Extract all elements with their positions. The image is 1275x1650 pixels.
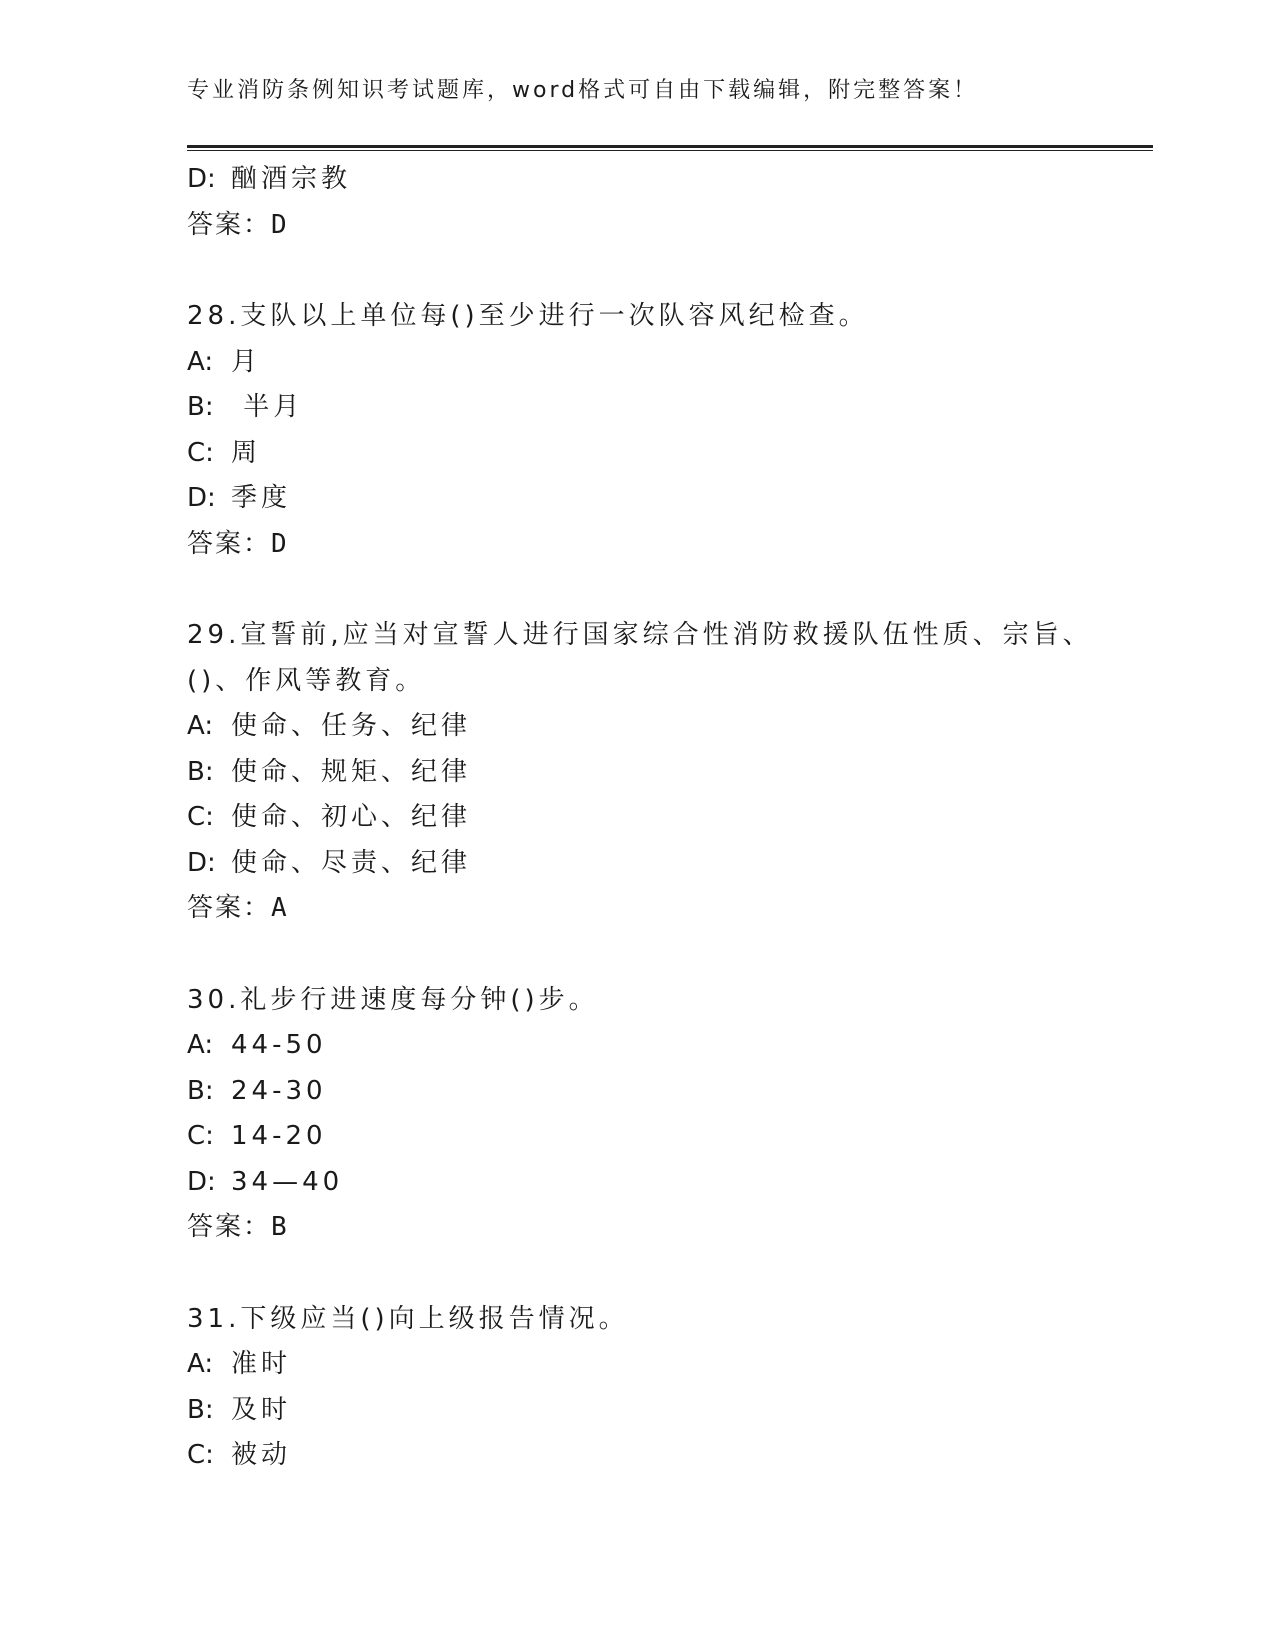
option-a: [187, 1342, 1127, 1388]
option-text: 使命、初心、纪律: [231, 802, 472, 832]
option-a: [187, 1023, 1127, 1069]
option-text: 14-20: [231, 1121, 327, 1151]
answer-line: [187, 886, 1127, 932]
option-text: 使命、规矩、纪律: [231, 756, 472, 787]
option-label: D:: [187, 1166, 216, 1197]
option-a: [187, 340, 1127, 386]
option-label: D:: [187, 847, 216, 878]
option-label: B:: [187, 1075, 214, 1106]
option-text: 44-50: [231, 1030, 327, 1060]
option-text: 周: [231, 437, 262, 468]
option-b: [187, 385, 1127, 431]
option-label: B:: [187, 1394, 214, 1425]
option-label: C:: [187, 1440, 214, 1470]
option-label: A:: [187, 1349, 214, 1379]
answer-value: A: [271, 893, 287, 923]
option-label: C:: [187, 802, 214, 832]
option-label: D:: [187, 164, 216, 194]
option-text: 准时: [231, 1349, 292, 1379]
option-label: A:: [187, 346, 214, 377]
answer-value: D: [271, 528, 287, 559]
answer-label: 答案：: [187, 528, 272, 559]
option-label: A:: [187, 711, 214, 741]
answer-label: 答案：: [187, 893, 272, 923]
option-label: A:: [187, 1030, 214, 1060]
option-d: [187, 476, 1127, 522]
option-c: [187, 1114, 1127, 1160]
option-label: C:: [187, 437, 214, 468]
option-a: [187, 704, 1127, 750]
answer-value: B: [271, 1212, 287, 1242]
page-header: 专业消防条例知识考试题库，word格式可自由下载编辑，附完整答案！: [187, 78, 979, 103]
question-list: [187, 157, 1127, 1479]
option-d: [187, 1160, 1127, 1206]
answer-line: [187, 1205, 1127, 1251]
option-b: [187, 1069, 1127, 1115]
header-rule-thick: [187, 145, 1153, 148]
option-c: [187, 431, 1127, 477]
header-rule-thin: [187, 150, 1153, 151]
option-text: 季度: [231, 483, 292, 513]
option-d: [187, 841, 1127, 887]
option-text: 月: [231, 346, 262, 377]
option-d: [187, 157, 1127, 203]
option-label: D:: [187, 483, 216, 513]
question-stem-line2: ()、作风等教育。: [187, 665, 426, 696]
option-b: [187, 1388, 1127, 1434]
question-stem: 31.下级应当()向上级报告情况。: [187, 1303, 629, 1334]
option-text: 半月: [231, 392, 304, 422]
answer-line: [187, 203, 1127, 249]
question-stem: 28.支队以上单位每()至少进行一次队容风纪检查。: [187, 301, 869, 331]
option-label: B:: [187, 756, 214, 787]
option-text: 24-30: [231, 1075, 327, 1106]
option-label: B:: [187, 392, 214, 422]
question-stem: 30.礼步行进速度每分钟()步。: [187, 984, 599, 1015]
option-text: 及时: [231, 1394, 292, 1425]
answer-value: D: [271, 209, 287, 240]
answer-label: 答案：: [187, 1212, 272, 1242]
question-stem-line1: 29.宣誓前,应当对宣誓人进行国家综合性消防救援队伍性质、宗旨、: [187, 620, 1093, 650]
option-text: 被动: [231, 1440, 292, 1470]
option-label: C:: [187, 1121, 214, 1151]
option-text: 使命、尽责、纪律: [231, 847, 472, 878]
option-c: [187, 795, 1127, 841]
option-text: 使命、任务、纪律: [231, 711, 472, 741]
answer-label: 答案：: [187, 209, 272, 240]
option-c: [187, 1433, 1127, 1479]
option-text: 酗酒宗教: [231, 164, 352, 194]
option-b: [187, 750, 1127, 796]
option-text: 34—40: [231, 1166, 344, 1197]
answer-line: [187, 522, 1127, 568]
